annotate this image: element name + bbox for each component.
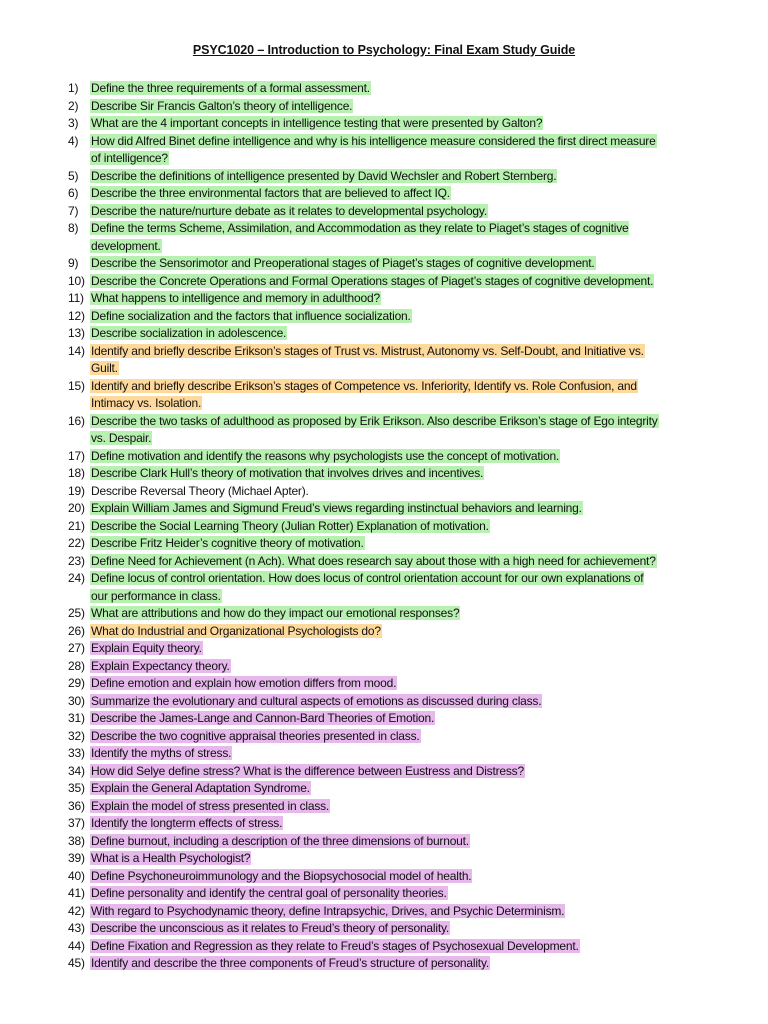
question-text: Describe the two tasks of adulthood as proposed by Erik Erikson. Also describe Erikson’s stage of Ego integrity [91, 413, 658, 428]
question-text: What happens to intelligence and memory in adulthood? [91, 291, 380, 305]
question-text: Explain Expectancy theory. [91, 658, 230, 673]
question-item [68, 168, 728, 186]
question-item [68, 570, 728, 588]
question-text: Define burnout, including a description of the three dimensions of burnout. [91, 833, 469, 848]
question-item [68, 745, 728, 763]
question-text: Identify the longterm effects of stress. [91, 816, 283, 830]
question-number: 6) [68, 186, 79, 200]
question-text: Define Fixation and Regression as they relate to Freud’s stages of Psychosexual Development. [91, 938, 579, 953]
question-text: How did Alfred Binet define intelligence and why is his intelligence measure considered the first direct measure [91, 133, 656, 148]
question-number [68, 360, 90, 378]
question-text: Define the terms Scheme, Assimilation, and Accommodation as they relate to Piaget’s stages of cognitive [91, 221, 629, 235]
question-number: 16) [68, 413, 85, 428]
question-item [68, 658, 728, 676]
question-text: Guilt. [91, 361, 118, 375]
question-item [68, 903, 728, 921]
question-item [68, 220, 728, 238]
question-item [68, 115, 728, 133]
question-item [68, 203, 728, 221]
question-text: Explain the model of stress presented in class. [91, 798, 330, 813]
question-item-continuation [68, 588, 728, 606]
question-number: 33) [68, 746, 85, 760]
question-number: 27) [68, 641, 85, 655]
question-text: Summarize the evolutionary and cultural aspects of emotions as discussed during class. [91, 693, 542, 708]
question-text: vs. Despair. [91, 431, 152, 445]
question-number: 19) [68, 483, 85, 498]
question-number: 21) [68, 518, 85, 533]
question-text: Describe socialization in adolescence. [91, 326, 287, 340]
question-text: Define personality and identify the central goal of personality theories. [91, 886, 447, 900]
question-number: 12) [68, 308, 85, 323]
question-item [68, 833, 728, 851]
question-item [68, 378, 728, 396]
question-text: Define motivation and identify the reasons why psychologists use the concept of motivation. [91, 448, 560, 463]
question-number: 9) [68, 256, 79, 270]
question-item [68, 518, 728, 536]
question-number: 8) [68, 221, 79, 235]
question-text: What are attributions and how do they impact our emotional responses? [91, 606, 460, 620]
question-number [68, 395, 90, 413]
question-item-continuation [68, 238, 728, 256]
question-text: What is a Health Psychologist? [91, 851, 251, 865]
question-number: 45) [68, 956, 85, 970]
question-item [68, 938, 728, 956]
question-item [68, 413, 728, 431]
question-item [68, 273, 728, 291]
question-number: 22) [68, 536, 85, 550]
question-text: Describe Reversal Theory (Michael Apter). [91, 483, 309, 498]
question-item [68, 780, 728, 798]
question-number: 1) [68, 81, 79, 95]
question-number: 20) [68, 501, 85, 515]
question-text: Define emotion and explain how emotion differs from mood. [91, 676, 397, 690]
page-title: PSYC1020 – Introduction to Psychology: Final Exam Study Guide [192, 43, 576, 57]
question-item-continuation [68, 430, 728, 448]
question-item [68, 728, 728, 746]
question-item [68, 815, 728, 833]
question-text: Describe the Sensorimotor and Preoperational stages of Piaget’s stages of cognitive development. [91, 256, 595, 270]
question-item [68, 98, 728, 116]
question-text: What are the 4 important concepts in intelligence testing that were presented by Galton? [91, 116, 543, 130]
question-item [68, 920, 728, 938]
question-number: 4) [68, 133, 79, 148]
question-item [68, 133, 728, 151]
question-number: 15) [68, 378, 85, 393]
question-number: 35) [68, 781, 85, 795]
question-item [68, 605, 728, 623]
question-item [68, 448, 728, 466]
question-item [68, 465, 728, 483]
question-number: 30) [68, 693, 85, 708]
question-text: Describe the James-Lange and Cannon-Bard Theories of Emotion. [91, 711, 435, 725]
question-item [68, 343, 728, 361]
question-text: What do Industrial and Organizational Psychologists do? [91, 623, 381, 638]
question-number: 31) [68, 711, 85, 725]
question-item [68, 675, 728, 693]
question-number: 32) [68, 728, 85, 743]
question-text: Explain the General Adaptation Syndrome. [91, 781, 310, 795]
question-number: 38) [68, 833, 85, 848]
question-text: Intimacy vs. Isolation. [91, 396, 202, 410]
question-item [68, 955, 728, 973]
question-text: Describe the Concrete Operations and Formal Operations stages of Piaget’s stages of cognitive development. [91, 273, 654, 288]
question-text: Describe Clark Hull’s theory of motivation that involves drives and incentives. [91, 466, 484, 480]
question-item [68, 80, 728, 98]
question-number: 43) [68, 921, 85, 935]
question-item-continuation [68, 360, 728, 378]
question-item [68, 185, 728, 203]
question-number: 36) [68, 798, 85, 813]
question-list [68, 80, 728, 973]
question-text: Describe Fritz Heider’s cognitive theory of motivation. [91, 536, 364, 550]
question-number: 42) [68, 903, 85, 918]
question-text: Define Need for Achievement (n Ach). What does research say about those with a high need for achievement? [91, 553, 656, 568]
question-text: Describe Sir Francis Galton’s theory of intelligence. [91, 98, 353, 113]
question-text: Describe the Social Learning Theory (Julian Rotter) Explanation of motivation. [91, 518, 489, 533]
question-text: Describe the nature/nurture debate as it relates to developmental psychology. [91, 203, 487, 218]
question-item-continuation [68, 150, 728, 168]
question-item [68, 623, 728, 641]
question-number: 28) [68, 658, 85, 673]
question-item [68, 535, 728, 553]
question-number: 44) [68, 938, 85, 953]
question-number: 41) [68, 886, 85, 900]
question-text: Define locus of control orientation. How does locus of control orientation account for our own explanations of [91, 571, 644, 585]
question-text: How did Selye define stress? What is the difference between Eustress and Distress? [91, 763, 524, 778]
question-item [68, 693, 728, 711]
question-item [68, 885, 728, 903]
question-text: Describe the definitions of intelligence presented by David Wechsler and Robert Sternberg. [91, 168, 557, 183]
question-item [68, 710, 728, 728]
question-number: 39) [68, 851, 85, 865]
question-item [68, 325, 728, 343]
question-text: our performance in class. [91, 588, 221, 603]
question-text: With regard to Psychodynamic theory, define Intrapsychic, Drives, and Psychic Determinism. [91, 903, 565, 918]
question-item-continuation [68, 395, 728, 413]
question-number: 18) [68, 466, 85, 480]
question-text: development. [91, 238, 161, 253]
question-number: 10) [68, 273, 85, 288]
question-number: 14) [68, 343, 85, 358]
question-text: Explain William James and Sigmund Freud’s views regarding instinctual behaviors and learning. [91, 501, 582, 515]
question-item [68, 290, 728, 308]
question-text: Identify and briefly describe Erikson’s stages of Trust vs. Mistrust, Autonomy vs. Self-Doubt, and Initiative vs. [91, 343, 644, 358]
question-number: 37) [68, 816, 85, 830]
question-item [68, 763, 728, 781]
question-text: Describe the two cognitive appraisal theories presented in class. [91, 728, 420, 743]
question-text: Identify and describe the three components of Freud’s structure of personality. [91, 956, 489, 970]
question-text: Define socialization and the factors that influence socialization. [91, 308, 411, 323]
question-number: 17) [68, 448, 85, 463]
question-item [68, 798, 728, 816]
question-number: 25) [68, 606, 85, 620]
question-item [68, 850, 728, 868]
question-number: 7) [68, 203, 79, 218]
question-item [68, 255, 728, 273]
question-text: Describe the three environmental factors that are believed to affect IQ. [91, 186, 450, 200]
question-text: Identify the myths of stress. [91, 746, 232, 760]
question-item [68, 553, 728, 571]
question-number: 40) [68, 868, 85, 883]
question-number: 11) [68, 291, 84, 305]
question-item [68, 483, 728, 501]
question-text: Define the three requirements of a formal assessment. [91, 81, 370, 95]
question-number: 26) [68, 623, 85, 638]
question-item [68, 640, 728, 658]
question-text: Explain Equity theory. [91, 641, 202, 655]
question-text: Describe the unconscious as it relates to Freud’s theory of personality. [91, 921, 450, 935]
question-item [68, 500, 728, 518]
question-number: 2) [68, 98, 79, 113]
question-item [68, 868, 728, 886]
question-number [68, 588, 90, 606]
question-number: 3) [68, 116, 79, 130]
question-text: of intelligence? [91, 151, 168, 165]
question-number: 24) [68, 571, 85, 585]
question-number: 29) [68, 676, 85, 690]
question-number: 5) [68, 168, 79, 183]
question-number [68, 150, 90, 168]
question-number [68, 238, 90, 256]
question-text: Define Psychoneuroimmunology and the Biopsychosocial model of health. [91, 868, 472, 883]
question-number: 23) [68, 553, 85, 568]
question-number: 13) [68, 326, 85, 340]
question-number: 34) [68, 763, 85, 778]
question-item [68, 308, 728, 326]
question-number [68, 430, 90, 448]
question-text: Identify and briefly describe Erikson’s stages of Competence vs. Inferiority, Identify vs. Role Confusion, and [91, 378, 637, 393]
